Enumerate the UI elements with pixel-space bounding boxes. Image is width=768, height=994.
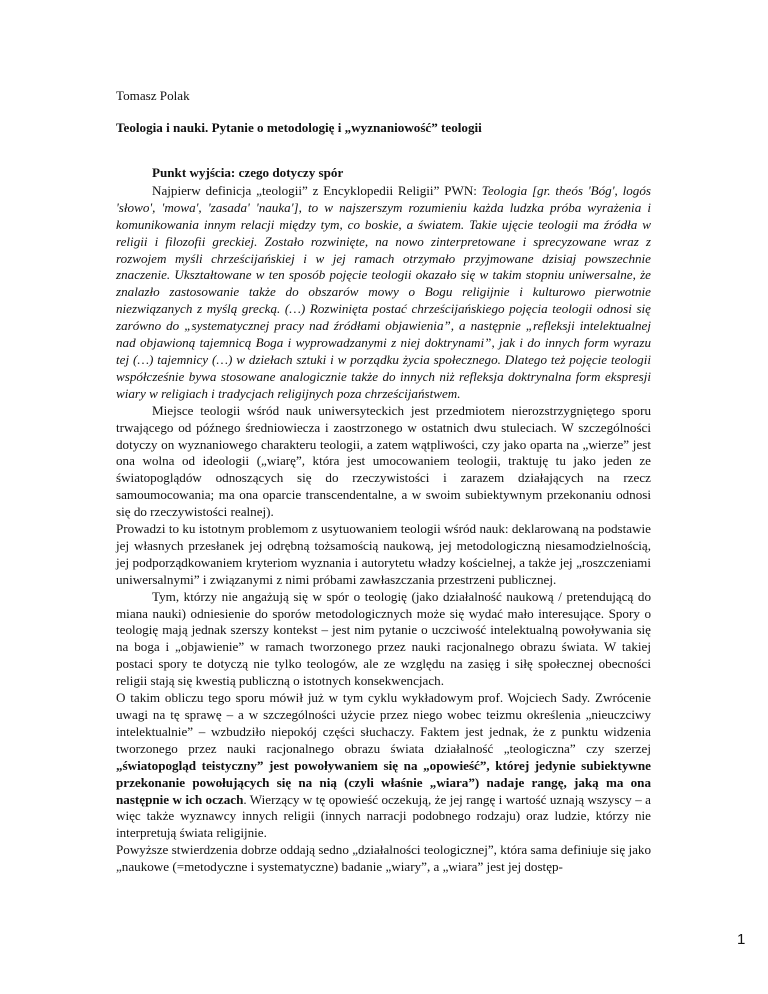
paragraph-dispute: Miejsce teologii wśród nauk uniwersyteckich jest przedmiotem nierozstrzygniętego sporu trwającego od późnego średniowiecza i zaostrzonego w ostatnich dwu stuleciach. W szczególności dotyczy on wyznaniowego charakteru teologii, a zatem wątpliwości, czy jako oparta na „wierze” jest ona wolna od ideologii („wiarę”, która jest umocowaniem teologii, traktuję tu jako jeden ze światopoglądów odnoszących się do rzeczywistości i zarazem działających na rzecz samoumocowania; ma ona oparcie transcendentalne, a w swoim subiektywnym przekonaniu odnosi się do rzeczywistości realnej). <box>116 402 651 520</box>
section-heading: Punkt wyjścia: czego dotyczy spór <box>152 165 344 180</box>
paragraph-lecture <box>116 690 651 842</box>
document-title: Teologia i nauki. Pytanie o metodologię i „wyznaniowość” teologii <box>116 120 482 135</box>
document-body <box>116 165 651 876</box>
lecture-bold-claim: „światopogląd teistyczny” jest powoływaniem się na „opowieść”, której jedynie subiektywne przekonanie powołujących się na nią (czyli właśnie „wiara”) nadaje rangę, jaką ma ona następnie w ich oczach <box>116 757 651 807</box>
paragraph-context: Tym, którzy nie angażują się w spór o teologię (jako działalność naukową / pretendującą do miana nauki) odniesienie do sporów metodologicznych może się wydać mało interesujące. Spory o teologię mają jednak szerszy kontekst – jest nim pytanie o uczciwość intelektualną powoływania się na boga i „objawienie” w ramach tworzonego przez nauki racjonalnego obrazu świata. W takiej postaci spory te dotyczą nie tylko teologów, ale ze względu na zasięg i siłę społecznej obecności religii stają się kwestią publiczną o istotnych konsekwencjach. <box>116 588 651 689</box>
paragraph-summary: Powyższe stwierdzenia dobrze oddają sedno „działalności teologicznej”, która sama definiuje się jako „naukowe (=metodyczne i systematyczne) badanie „wiary”, a „wiara” jest jej dostęp- <box>116 842 651 875</box>
paragraph-problems: Prowadzi to ku istotnym problemom z usytuowaniem teologii wśród nauk: deklarowaną na podstawie jej własnych przesłanek jej odrębną tożsamością naukową, jej metodologiczną niesamodzielnością, jej podporządkowaniem kryteriom wyznania i autorytetu władzy kościelnej, a także jej „roszczeniami uniwersalnymi” i związanymi z nimi próbami zawłaszczania przestrzeni publicznej. <box>116 521 651 587</box>
definition-intro: Najpierw definicja „teologii” z Encyklopedii Religii” PWN: <box>152 182 482 198</box>
lecture-text-b: . Wierzący w tę opowieść oczekują, że jej rangę i wartość uznają wszyscy – a więc także wyznawcy innych religii (innych narracji podobnego rodzaju) oraz ludzie, którzy nie interpretują świata religijnie. <box>116 791 651 841</box>
page-number: 1 <box>737 931 746 948</box>
paragraph-definition <box>116 183 651 403</box>
definition-quote: Teologia [gr. theós 'Bóg', logós 'słowo', 'mowa', 'zasada' 'nauka'], to w najszerszym rozumieniu każda ludzka próba wyrażenia i komunikowania innym relacji między tym, co boskie, a światem. Takie ujęcie teologii ma źródła w religii i filozofii greckiej. Zostało rozwinięte, na nowo zinterpretowane i sprecyzowane wraz z rozwojem myśli chrześcijańskiej i w jej ramach otrzymało przyjmowane dzisiaj powszechnie znaczenie. Ukształtowane w ten sposób pojęcie teologii okazało się w takim stopniu uniwersalne, że znalazło zastosowanie także do obszarów mowy o Bogu religijnie i kulturowo pierwotnie niezwiązanych z myślą grecką. (…) Rozwinięta postać chrześcijańskiego pojęcia teologii odnosi się zarówno do „systematycznej pracy nad źródłami objawienia”, a następnie „refleksji intelektualnej nad objawioną tajemnicą Boga i wyprowadzanymi z niej doktrynami”, jak i do innych form wyrazu tej (…) tajemnicy (…) w dziełach sztuki i w porządku życia społecznego. Dlatego też pojęcie teologii współcześnie bywa stosowane analogicznie także do innych niż refleksja doktrynalna form ekspresji wiary w religiach i tradycjach religijnych poza chrześcijaństwem. <box>116 182 651 401</box>
lecture-text-a: O takim obliczu tego sporu mówił już w tym cyklu wykładowym prof. Wojciech Sady. Zwrócenie uwagi na tę sprawę – a w szczególności użycie przez niego wobec teizmu określenia „nieuczciwy intelektualnie” – wzbudziło niepokój części słuchaczy. Faktem jest jednak, że z punktu widzenia tworzonego przez nauki racjonalnego obrazu świata działalność „teologiczna” czy szerzej <box>116 690 651 756</box>
author-name: Tomasz Polak <box>116 88 190 103</box>
